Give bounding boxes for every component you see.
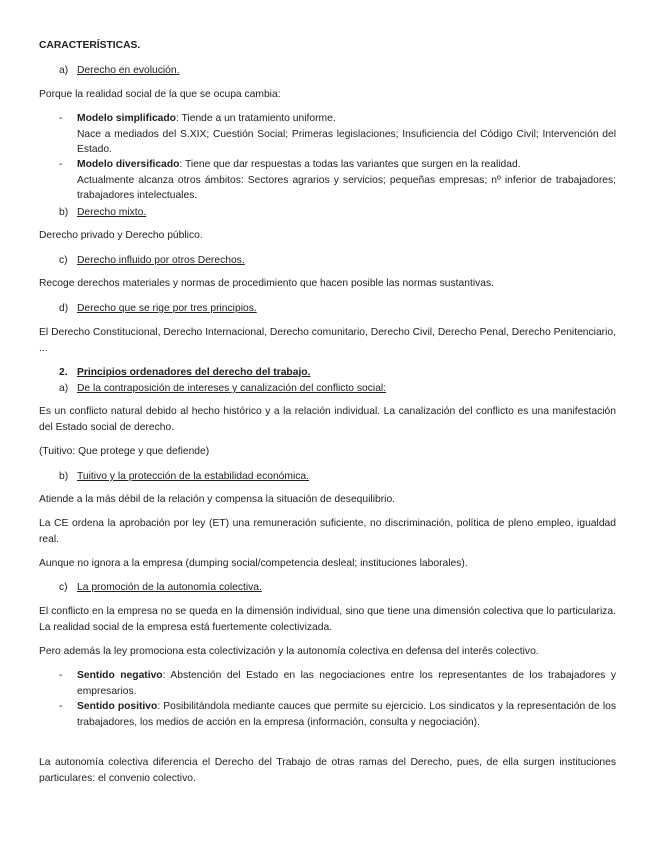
section-2-b-text-1: Atiende a la más débil de la relación y compensa la situación de desequilibrio.	[39, 494, 396, 505]
section-2-c-text-2: Pero además la ley promociona esta colectivización y la autonomía colectiva en defensa del interés colectivo.	[39, 646, 539, 657]
item-b-marker: b)	[59, 471, 69, 482]
section-2-title: Principios ordenadores del derecho del trabajo.	[77, 367, 311, 378]
item-a-intro: Porque la realidad social de la que se ocupa cambia:	[39, 89, 281, 100]
section-2-b-text-3: Aunque no ignora a la empresa (dumping social/competencia desleal; instituciones laborales).	[39, 558, 468, 569]
bullet-detail: Actualmente alcanza otros ámbitos: Sectores agrarios y servicios; pequeñas empresas; nº inferior de trabajadores; trabajadores intelectuales.	[77, 174, 616, 201]
item-a	[59, 63, 616, 79]
bullet-sentido-negativo	[59, 668, 616, 699]
item-b-label: Tuitivo y la protección de la estabilidad económica.	[77, 471, 309, 482]
section-2-item-c	[59, 580, 616, 596]
item-a-marker: a)	[59, 383, 69, 394]
section-2-item-b	[59, 469, 616, 485]
bullet-sentido-positivo	[59, 699, 616, 730]
item-a-label: Derecho en evolución.	[77, 65, 180, 76]
item-d-label: Derecho que se rige por tres principios.	[77, 303, 257, 314]
bullet-bold-term: Modelo diversificado	[77, 159, 180, 170]
section-2-c-text-1: El conflicto en la empresa no se queda en la dimensión individual, sino que tiene una dimensión colectiva que lo particulariza. La realidad social de la empresa está fuertemente colectivizada.	[39, 606, 616, 633]
bullet-modelo-diversificado	[59, 157, 616, 204]
section-2-number: 2.	[59, 367, 68, 378]
bullet-text: : Tiene que dar respuestas a todas las variantes que surgen en la realidad.	[179, 159, 521, 170]
bullet-detail: Nace a mediados del S.XIX; Cuestión Social; Primeras legislaciones; Insuficiencia del Código Civil; Intervención del Estado.	[77, 128, 616, 155]
bullet-bold-term: Modelo simplificado	[77, 113, 176, 124]
item-c-label: La promoción de la autonomía colectiva.	[77, 582, 262, 593]
bullet-marker: -	[59, 159, 63, 170]
item-d	[59, 301, 616, 317]
section-2-heading	[59, 365, 616, 381]
item-b-text: Derecho privado y Derecho público.	[39, 230, 203, 241]
section-2-item-a	[59, 381, 616, 397]
bullet-bold-term: Sentido negativo	[77, 670, 163, 681]
section-2-a-text: Es un conflicto natural debido al hecho histórico y a la relación individual. La canalización del conflicto es una manifestación del Estado social de derecho.	[39, 406, 616, 433]
item-c-marker: c)	[59, 255, 68, 266]
bullet-text: : Abstención del Estado en las negociaciones entre los representantes de los trabajadores y empresarios.	[77, 670, 616, 697]
item-a-marker: a)	[59, 65, 69, 76]
item-c-label: Derecho influido por otros Derechos.	[77, 255, 245, 266]
section-2-a-note: (Tuitivo: Que protege y que defiende)	[39, 446, 210, 457]
bullet-text: : Tiende a un tratamiento uniforme.	[175, 113, 336, 124]
bullet-marker: -	[59, 113, 63, 124]
item-a-label: De la contraposición de intereses y canalización del conflicto social:	[77, 383, 387, 394]
item-c-marker: c)	[59, 582, 68, 593]
item-d-text: El Derecho Constitucional, Derecho Internacional, Derecho comunitario, Derecho Civil, Derecho Penal, Derecho Penitenciario, ...	[39, 327, 616, 354]
bullet-bold-term: Sentido positivo	[77, 701, 158, 712]
section-2-b-text-2: La CE ordena la aprobación por ley (ET) una remuneración suficiente, no discriminación, política de pleno empleo, igualdad real.	[39, 518, 616, 545]
bullet-marker: -	[59, 670, 63, 681]
item-c	[59, 253, 616, 269]
item-b-label: Derecho mixto.	[77, 207, 147, 218]
bullet-marker: -	[59, 701, 63, 712]
page-title: CARACTERÍSTICAS.	[39, 40, 141, 51]
item-d-marker: d)	[59, 303, 69, 314]
bullet-text: : Posibilitándola mediante cauces que permite su ejercicio. Los sindicatos y la representación de los trabajadores, los medios de acción en la empresa (información, consulta y negociación).	[77, 701, 616, 728]
item-b	[59, 205, 616, 221]
item-c-text: Recoge derechos materiales y normas de procedimiento que hacen posible las normas sustantivas.	[39, 278, 495, 289]
closing-paragraph: La autonomía colectiva diferencia el Derecho del Trabajo de otras ramas del Derecho, pues, de ella surgen instituciones particulares: el convenio colectivo.	[39, 757, 616, 784]
bullet-modelo-simplificado	[59, 111, 616, 158]
item-b-marker: b)	[59, 207, 69, 218]
